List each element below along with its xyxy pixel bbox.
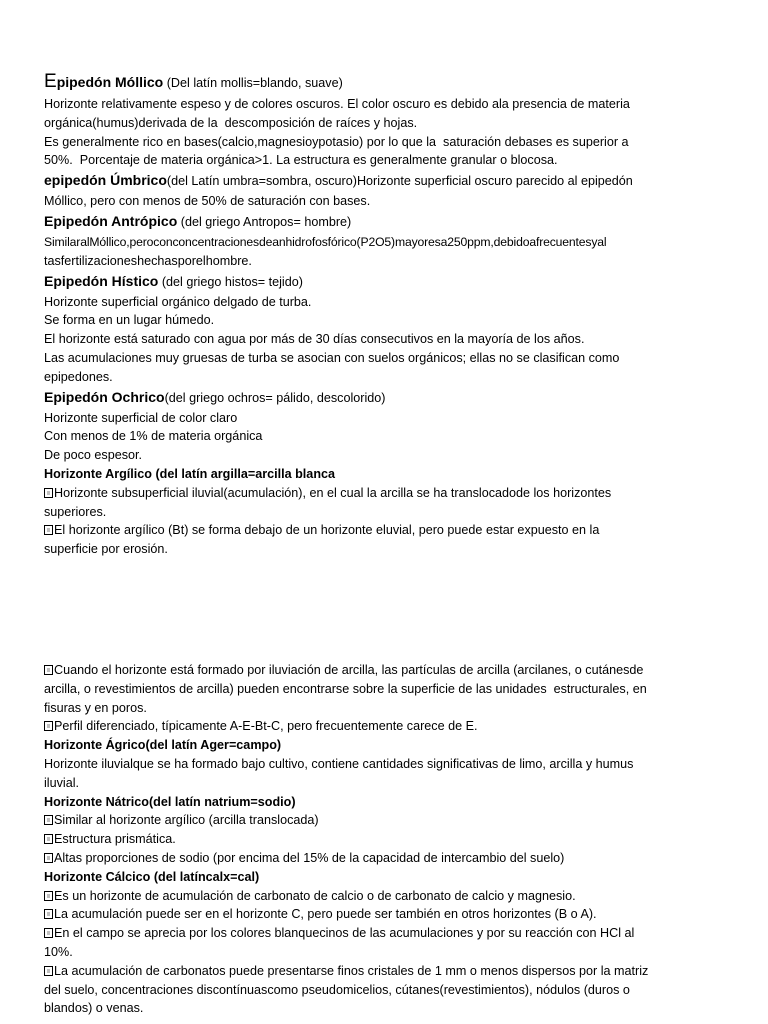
histico-line: Se forma en un lugar húmedo. <box>44 313 215 328</box>
calcico-line-text: La acumulación de carbonatos puede presentarse finos cristales de 1 mm o menos dispersos por la matriz <box>54 963 649 978</box>
calcico-bullet-line <box>44 887 734 906</box>
calcico-bullet-line <box>44 905 734 924</box>
bullet-glyph-icon <box>44 853 53 863</box>
calcico-line: del suelo, concentraciones discontínuascomo pseudomicelios, cútanes(revestimientos), nódulos (duros o <box>44 982 630 997</box>
argilico-cont-text: Cuando el horizonte está formado por iluviación de arcilla, las partículas de arcilla (arcilanes, o cutánesde <box>54 663 644 677</box>
histico-line: epipedones. <box>44 369 113 384</box>
natrico-bullet-line <box>44 849 734 868</box>
calcico-line-text: Es un horizonte de acumulación de carbonato de calcio o de carbonato de calcio y magnesio. <box>54 888 576 903</box>
argilico-line: superiores. <box>44 504 107 519</box>
natrico-line-text: Altas proporciones de sodio (por encima del 15% de la capacidad de intercambio del suelo) <box>54 850 565 865</box>
calcico-line-text: La acumulación puede ser en el horizonte C, pero puede ser también en otros horizontes (B o A). <box>54 907 597 922</box>
bullet-glyph-icon <box>44 834 53 844</box>
calcico-title: Horizonte Cálcico (del latíncalx=cal) <box>44 869 260 884</box>
bullet-glyph-icon <box>44 815 53 825</box>
antropico-line: tasfertilizacioneshechasporelhombre. <box>44 253 252 268</box>
natrico-bullet-line <box>44 830 734 849</box>
bullet-glyph-icon <box>44 665 53 675</box>
page1-content <box>44 70 734 559</box>
argilico-cont-line: fisuras y en poros. <box>44 700 147 715</box>
bullet-glyph-icon <box>44 721 53 731</box>
umbrico-heading <box>44 170 734 192</box>
histico-subtitle: (del griego histos= tejido) <box>158 274 303 289</box>
ochrico-title: Epipedón Ochrico <box>44 388 165 405</box>
antropico-line: SimilaralMóllico,peroconconcentracionesdeanhidrofosfórico(P2O5)mayoresa250ppm,debidoafrecuentesyal <box>44 234 607 249</box>
argilico-line: superficie por erosión. <box>44 542 168 557</box>
natrico-line-text: Estructura prismática. <box>54 832 176 847</box>
argilico-line-text: Horizonte subsuperficial iluvial(acumulación), en el cual la arcilla se ha translocadode los horizontes <box>54 485 612 500</box>
antropico-heading <box>44 211 734 233</box>
natrico-line-text: Similar al horizonte argílico (arcilla translocada) <box>54 813 319 828</box>
bullet-glyph-icon <box>44 966 53 976</box>
ochrico-line: Con menos de 1% de materia orgánica <box>44 429 263 444</box>
mollico-initial: E <box>44 71 57 92</box>
natrico-bullet-line <box>44 811 734 830</box>
mollico-line: Es generalmente rico en bases(calcio,magnesioypotasio) por lo que la saturación debases es superior a <box>44 134 629 149</box>
argilico-line-text: El horizonte argílico (Bt) se forma debajo de un horizonte eluvial, pero puede estar expuesto en la <box>54 523 600 538</box>
argilico-cont-line: arcilla, o revestimientos de arcilla) pueden encontrarse sobre la superficie de las unidades estructurales, en <box>44 681 647 696</box>
agrico-line: Horizonte iluvialque se ha formado bajo cultivo, contiene cantidades significativas de limo, arcilla y humus <box>44 756 634 771</box>
calcico-bullet-line <box>44 962 734 981</box>
bullet-glyph-icon <box>44 488 53 498</box>
argilico-cont-text: Perfil diferenciado, típicamente A-E-Bt-C, pero frecuentemente carece de E. <box>54 719 478 734</box>
mollico-subtitle: (Del latín mollis=blando, suave) <box>163 76 343 90</box>
argilico-title: Horizonte Argílico (del latín argilla=arcilla blanca <box>44 466 336 481</box>
ochrico-subtitle: (del griego ochros= pálido, descolorido) <box>164 390 386 405</box>
calcico-bullet-line <box>44 924 734 943</box>
argilico-bullet-line <box>44 484 734 503</box>
histico-line: El horizonte está saturado con agua por más de 30 días consecutivos en la mayoría de los años. <box>44 332 585 347</box>
umbrico-line: Móllico, pero con menos de 50% de saturación con bases. <box>44 194 371 209</box>
bullet-glyph-icon <box>44 909 53 919</box>
antropico-subtitle: (del griego Antropos= hombre) <box>177 214 352 229</box>
calcico-line: blandos) o venas. <box>44 1001 144 1016</box>
mollico-line: orgánica(humus)derivada de la descomposición de raíces y hojas. <box>44 115 418 130</box>
argilico-cont-bullet-line <box>44 717 734 736</box>
histico-heading <box>44 271 734 293</box>
mollico-title: pipedón Móllico <box>56 74 164 90</box>
ochrico-line: Horizonte superficial de color claro <box>44 410 238 425</box>
mollico-line: 50%. Porcentaje de materia orgánica>1. La estructura es generalmente granular o blocosa. <box>44 153 558 168</box>
bullet-glyph-icon <box>44 928 53 938</box>
agrico-title: Horizonte Ágrico(del latín Ager=campo) <box>44 738 282 753</box>
page2-content <box>44 661 734 1018</box>
calcico-line-text: En el campo se aprecia por los colores blanquecinos de las acumulaciones y por su reacción con HCl al <box>54 926 635 941</box>
histico-line: Horizonte superficial orgánico delgado de turba. <box>44 294 312 309</box>
histico-line: Las acumulaciones muy gruesas de turba se asocian con suelos orgánicos; ellas no se clasifican como <box>44 350 620 365</box>
ochrico-line: De poco espesor. <box>44 448 143 463</box>
antropico-title: Epipedón Antrópico <box>44 212 178 229</box>
agrico-line: iluvial. <box>44 775 79 790</box>
ochrico-heading <box>44 387 734 409</box>
mollico-line: Horizonte relativamente espeso y de colores oscuros. El color oscuro es debido ala presencia de materia <box>44 97 630 111</box>
natrico-title: Horizonte Nátrico(del latín natrium=sodio) <box>44 794 296 809</box>
bullet-glyph-icon <box>44 525 53 535</box>
argilico-bullet-line <box>44 521 734 540</box>
argilico-cont-bullet-line <box>44 661 734 680</box>
umbrico-title: epipedón Úmbrico <box>44 172 167 189</box>
histico-title: Epipedón Hístico <box>44 272 159 289</box>
calcico-line: 10%. <box>44 944 73 959</box>
bullet-glyph-icon <box>44 891 53 901</box>
umbrico-subtitle: (del Latín umbra=sombra, oscuro)Horizonte superficial oscuro parecido al epipedón <box>166 174 633 189</box>
mollico-heading <box>44 70 734 95</box>
